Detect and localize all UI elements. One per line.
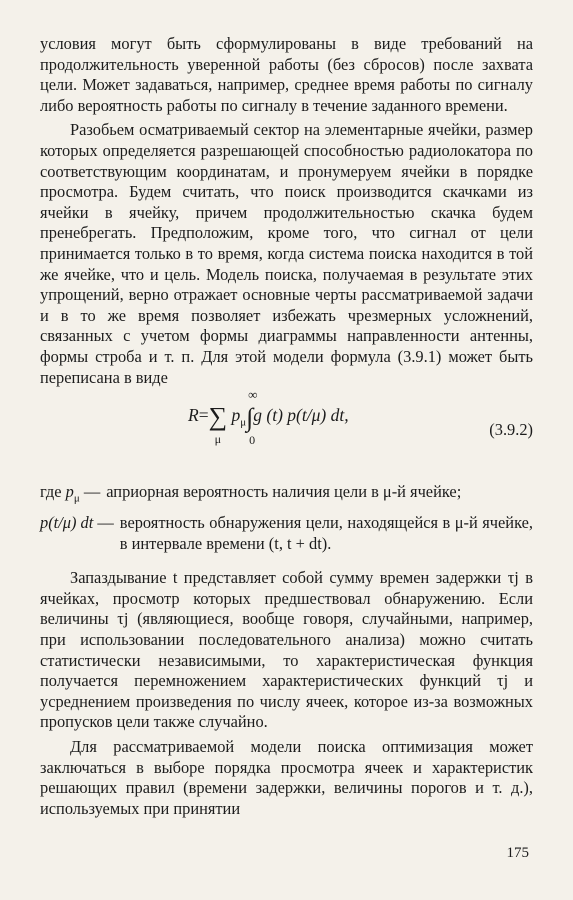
sum-sign: ∑ μ (208, 402, 228, 447)
paragraph-1: условия могут быть сформулированы в виде требований на продолжительность уверенной работы (без сбросов) после захвата цели. Может задаваться, например, среднее время работы по сигналу либо вероятность работы по сигналу в течение заданного времени. (40, 34, 533, 115)
definition-p-mu (40, 482, 533, 509)
paragraph-3: Запаздывание t представляет собой сумму времен задержки τj в ячейках, просмотр которых предшествовал обнаружению. Если величины τj (являющиеся, вообще говоря, случайными, например, при использовании последовательного анализа) можно считать статистически независимыми, то характеристическая функция получается перемножением характеристических функций τj и усреднением произведения по числу ячеек, которое из-за возможных пропусков цели также случайно. (40, 568, 533, 732)
formula-lhs: R (188, 405, 199, 426)
formula-number: (3.9.2) (489, 420, 533, 440)
integral-upper: ∞ (248, 387, 258, 403)
formula-equals: = (198, 405, 209, 426)
definition-term (40, 513, 120, 554)
page-number: 175 (506, 845, 529, 861)
page-body (40, 34, 533, 819)
formula-integrand: g (t) p(t/μ) dt, (253, 405, 349, 426)
sum-index: μ (214, 432, 222, 447)
formula-p: p (231, 405, 241, 426)
paragraph-2: Разобьем осматриваемый сектор на элементарные ячейки, размер которых определяется разрешающей способностью радиолокатора по соответствующим координатам, и пронумеруем ячейки в порядке просмотра. Будем считать, что поиск производится скачками из ячейки в ячейку, причем продолжительностью скачка будем пренебрегать. Предположим, кроме того, что сигнал от цели принимается только в то время, когда система поиска находится в той же ячейке, что и цель. Модель поиска, получаемая в результате этих упрощений, верно отражает основные черты рассматриваемой задачи и в то же время позволяет избежать чрезмерных усложнений, связанных с учетом формы диаграммы направленности антенны, формы строба и т. п. Для этой модели формула (3.9.1) может быть переписана в виде (40, 120, 533, 387)
definition-symbol-sub: μ (73, 492, 80, 505)
definitions (40, 482, 533, 554)
definition-symbol: p (65, 482, 74, 502)
definition-prefix: где (40, 482, 66, 502)
definition-term (40, 482, 106, 509)
definition-symbol: p(t/μ) dt (40, 512, 94, 532)
formula-3-9-2 (40, 387, 533, 474)
integral-lower: 0 (249, 433, 256, 448)
definition-text: априорная вероятность наличия цели в μ-й ячейке; (106, 482, 462, 502)
definition-p-t-mu (40, 513, 533, 554)
definition-dash: — (93, 512, 114, 532)
definition-text: вероятность обнаружения цели, находящейся в μ-й ячейке, в интервале времени (t, t + dt). (119, 512, 533, 553)
definition-dash: — (79, 482, 101, 502)
formula-expression: R=∑ μ $p_\mu\int$ ∞ 0 g (t) p(t/μ) dt, (188, 387, 349, 448)
paragraph-4: Для рассматриваемой модели поиска оптимизация может заключаться в выборе порядка просмотра ячеек и характеристик решающих правил (времени задержки, величины порогов и т. д.), используемых при принятии (40, 736, 533, 818)
formula-p-sub: μ (240, 416, 247, 429)
